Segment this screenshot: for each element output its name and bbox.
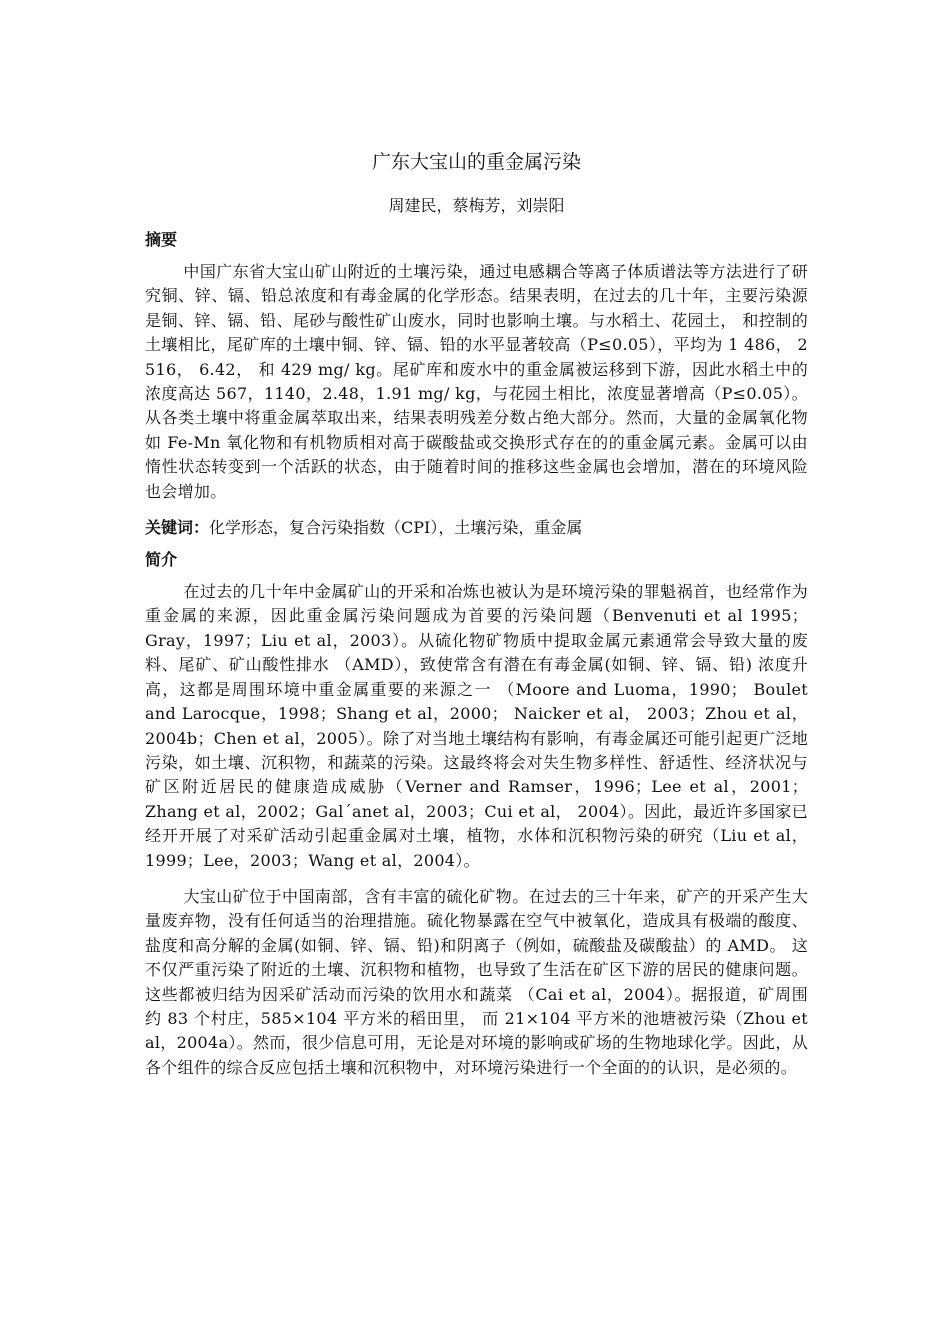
keywords-text: 化学形态，复合污染指数（CPI），土壤污染，重金属 <box>209 518 583 538</box>
paper-title: 广东大宝山的重金属污染 <box>371 151 581 173</box>
intro-paragraph-2: 大宝山矿位于中国南部，含有丰富的硫化矿物。在过去的三十年来，矿产的开采产生大量废弃物，没有任何适当的治理措施。硫化物暴露在空气中被氧化，造成具有极端的酸度、盐度和高分解的金属(如铜、锌、镉、铅)和阴离子（例如，硫酸盐及碳酸盐）的 AMD。 这不仅严重污染了附近的土壤、沉积物和植物，也导致了生活在矿区下游的居民的健康问题。这些都被归结为因采矿活动而污染的饮用水和蔬菜 （Cai et al，2004）。据报道，矿周围约 83 个村庄，585×104 平方米的稻田里， 而 21×104 平方米的池塘被污染（Zhou et al，2004a）。然而，很少信息可用，无论是对环境的影响或矿场的生物地球化学。因此，从各个组件的综合反应包括土壤和沉积物中，对环境污染进行一个全面的的认识，是必须的。 <box>145 886 808 1077</box>
intro-paragraph-1: 在过去的几十年中金属矿山的开采和冶炼也被认为是环境污染的罪魁祸首，也经常作为重金属的来源，因此重金属污染问题成为首要的污染问题（Benvenuti et al 1995；Gray，1997；Liu et al，2003）。从硫化物矿物质中提取金属元素通常会导致大量的废料、尾矿、矿山酸性排水 （AMD），致使常含有潜在有毒金属(如铜、锌、镉、铅) 浓度升高，这都是周围环境中重金属重要的来源之一 （Moore and Luoma，1990； Boulet and Larocque，1998；Shang et al，2000； Naicker et al， 2003；Zhou et al，2004b；Chen et al，2005）。除了对当地土壤结构有影响，有毒金属还可能引起更广泛地污染，如土壤、沉积物，和蔬菜的污染。这最终将会对失生物多样性、舒适性、经济状况与矿区附近居民的健康造成威胁（Verner and Ramser，1996；Lee et al，2001；Zhang et al，2002；Gal´anet al，2003；Cui et al， 2004）。因此，最近许多国家已经开开展了对采矿活动引起重金属对土壤，植物，水体和沉积物污染的研究（Liu et al，1999；Lee，2003；Wang et al，2004）。 <box>145 582 808 870</box>
intro-heading: 简介 <box>145 550 178 570</box>
keywords-line <box>145 516 808 540</box>
author-list: 周建民，蔡梅芳，刘崇阳 <box>388 196 565 215</box>
abstract-paragraph: 中国广东省大宝山矿山附近的土壤污染，通过电感耦合等离子体质谱法等方法进行了研究铜、锌、镉、铅总浓度和有毒金属的化学形态。结果表明，在过去的几十年，主要污染源是铜、锌、镉、铅、尾砂与酸性矿山废水，同时也影响土壤。与水稻土、花园土， 和控制的土壤相比，尾矿库的土壤中铜、锌、镉、铅的水平显著较高（P≤0.05），平均为 1 486， 2 516， 6.42， 和 429 mg/ kg。尾矿库和废水中的重金属被运移到下游，因此水稻土中的浓度高达 567，1140，2.48，1.91 mg/ kg，与花园土相比，浓度显著增高（P≤0.05）。从各类土壤中将重金属萃取出来，结果表明残差分数占绝大部分。然而，大量的金属氧化物如 Fe-Mn 氧化物和有机物质相对高于碳酸盐或交换形式存在的的重金属元素。金属可以由惰性状态转变到一个活跃的状态，由于随着时间的推移这些金属也会增加，潜在的环境风险也会增加。 <box>145 262 808 501</box>
keywords-label: 关键词： <box>145 518 210 538</box>
abstract-heading: 摘要 <box>145 230 178 249</box>
document-page <box>145 148 808 1092</box>
